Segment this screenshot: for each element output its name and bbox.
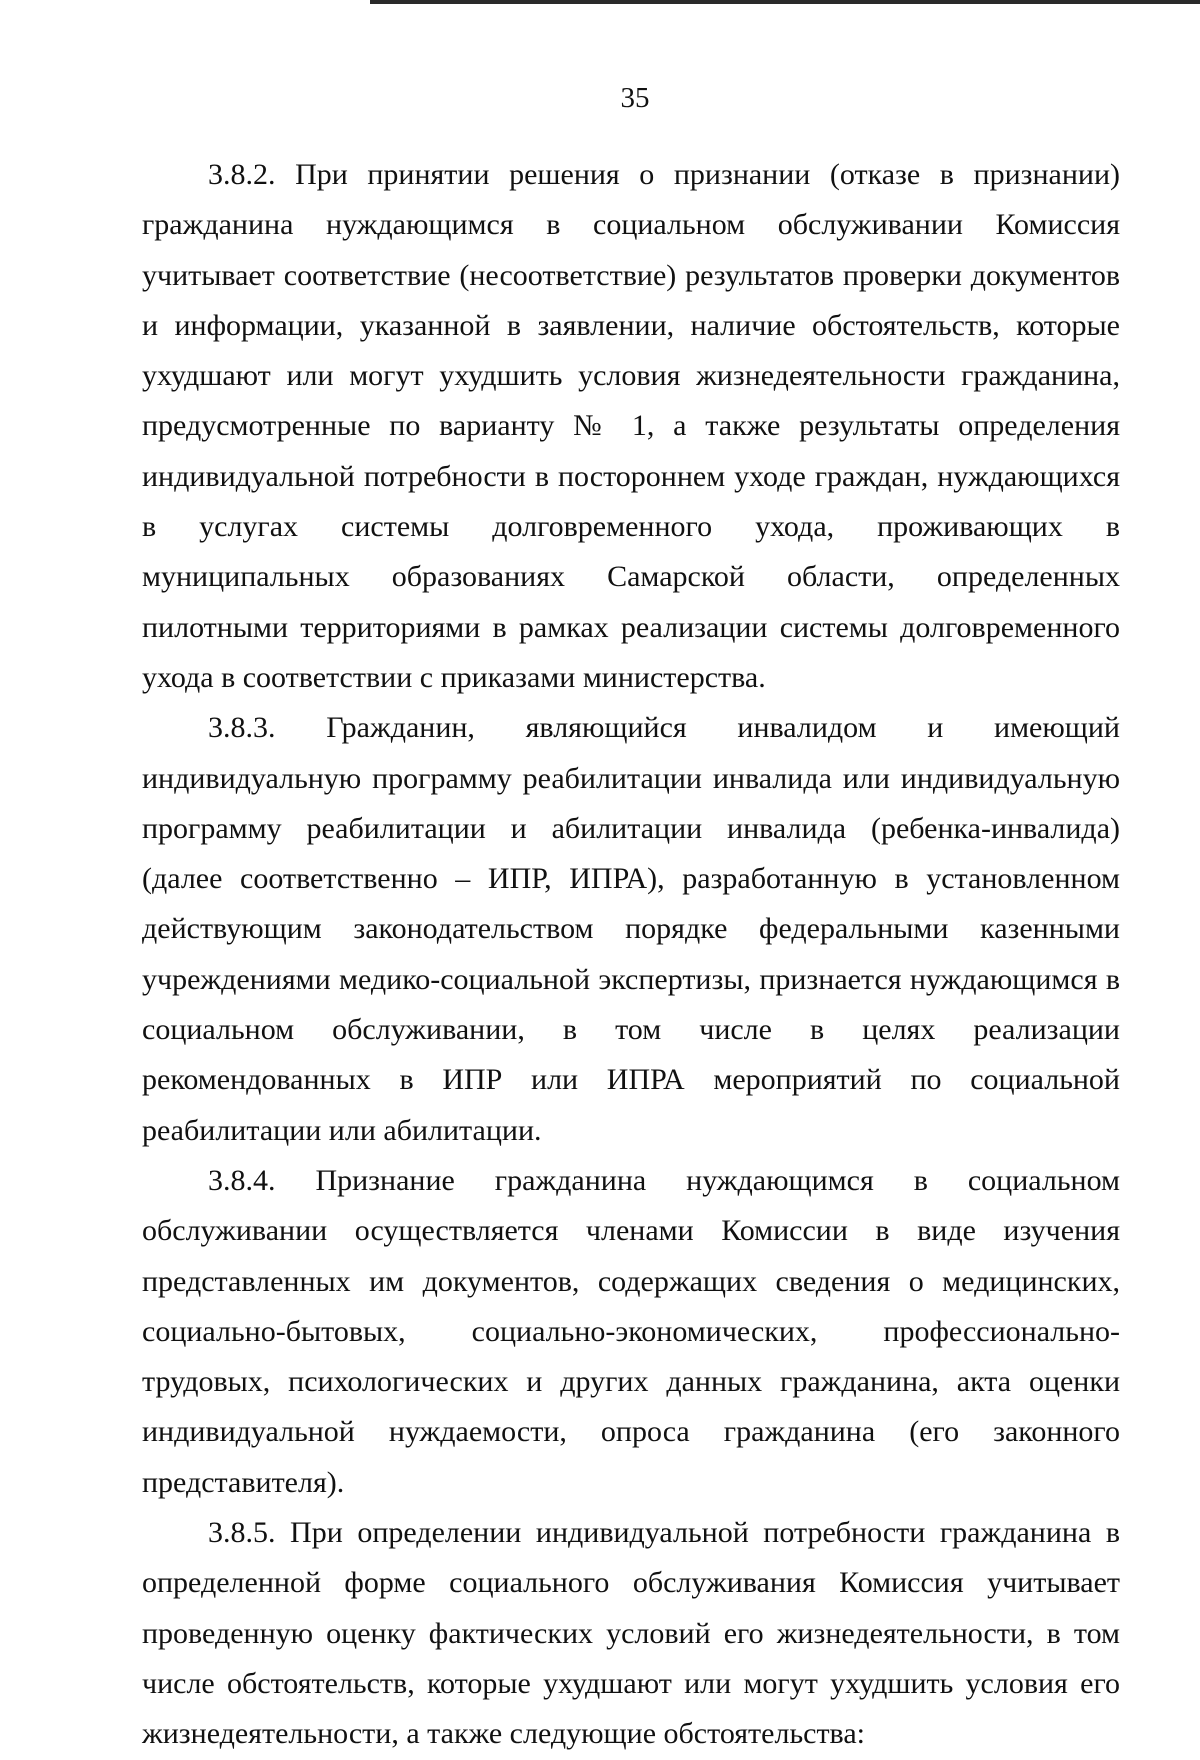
paragraph-3-8-4: 3.8.4. Признание гражданина нуждающимся в социальном обслуживании осуществляется членами Комиссии в виде изучения представленных им документов, содержащих сведения о медицинских, социально-бытовых, социально-экономических, профессионально-трудовых, психологических и других данных гражданина, акта оценки индивидуальной нуждаемости, опроса гражданина (его законного представителя).: [142, 1163, 1120, 1499]
top-border-line: [370, 0, 1200, 4]
paragraph-3-8-2: 3.8.2. При принятии решения о признании (отказе в признании) гражданина нуждающимся в социальном обслуживании Комиссия учитывает соответствие (несоответствие) результатов проверки документов и информации, указанной в заявлении, наличие обстоятельств, которые ухудшают или могут ухудшить условия жизнедеятельности гражданина, предусмотренные по варианту № 1, а также результаты определения индивидуальной потребности в постороннем уходе граждан, нуждающихся в услугах системы долговременного ухода, проживающих в муниципальных образованиях Самарской области, определенных пилотными территориями в рамках реализации системы долговременного ухода в соответствии с приказами министерства.: [142, 158, 1120, 694]
paragraph-3-8-3: 3.8.3. Гражданин, являющийся инвалидом и имеющий индивидуальную программу реабилитации инвалида или индивидуальную программу реабилитации и абилитации инвалида (ребенка-инвалида) (далее соответственно – ИПР, ИПРА), разработанную в установленном действующим законодательством порядке федеральными казенными учреждениями медико-социальной экспертизы, признается нуждающимся в социальном обслуживании, в том числе в целях реализации рекомендованных в ИПР или ИПРА мероприятий по социальной реабилитации или абилитации.: [142, 711, 1120, 1147]
page-number: 35: [620, 82, 650, 114]
paragraph-3-8-5: 3.8.5. При определении индивидуальной потребности гражданина в определенной форме социального обслуживания Комиссия учитывает проведенную оценку фактических условий его жизнедеятельности, в том числе обстоятельств, которые ухудшают или могут ухудшить условия его жизнедеятельности, а также следующие обстоятельства:: [142, 1516, 1120, 1751]
document-body: [142, 150, 1120, 1760]
